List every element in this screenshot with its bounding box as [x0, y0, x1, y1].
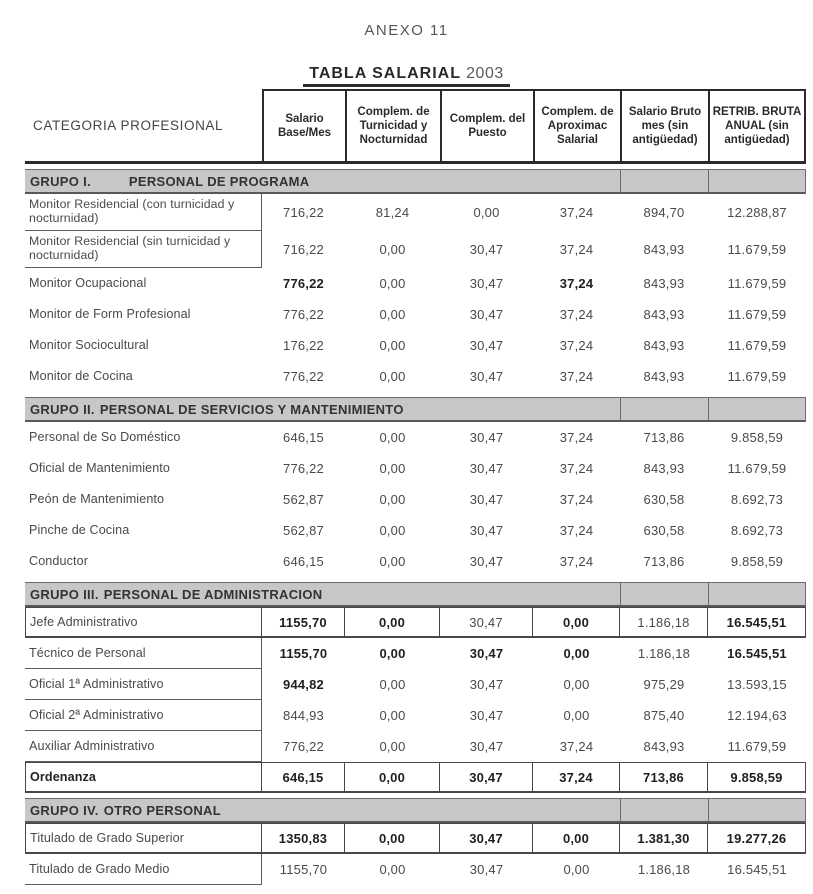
- category-cell: Monitor de Form Profesional: [29, 307, 191, 322]
- value-cell: 843,93: [643, 369, 685, 384]
- value-cell: 0,00: [563, 646, 590, 661]
- value-cell: 0,00: [379, 430, 406, 445]
- group-spacer-cell: [620, 798, 708, 823]
- value-cell: 894,70: [643, 205, 685, 220]
- value-cell: 30,47: [469, 369, 504, 384]
- value-cell: 0,00: [379, 307, 406, 322]
- value-cell: 0,00: [379, 276, 406, 291]
- category-cell: Pinche de Cocina: [29, 523, 130, 538]
- value-cell: 30,47: [469, 338, 504, 353]
- value-cell: 30,47: [469, 242, 504, 257]
- value-cell: 11.679,59: [727, 739, 787, 754]
- value-cell: 0,00: [379, 492, 406, 507]
- value-cell: 713,86: [620, 762, 708, 793]
- table-row: [25, 453, 806, 484]
- value-cell: 37,24: [559, 242, 594, 257]
- value-cell: 0,00: [379, 862, 406, 877]
- table-row: [25, 669, 806, 700]
- value-cell: 37,24: [559, 276, 594, 291]
- table-row: [25, 484, 806, 515]
- value-cell: 37,24: [559, 369, 594, 384]
- value-cell: 1.186,18: [620, 607, 708, 638]
- category-cell: Titulado de Grado Medio: [25, 854, 262, 885]
- category-cell: Técnico de Personal: [25, 638, 262, 669]
- value-cell: 1.381,30: [620, 823, 708, 854]
- group-row: [25, 798, 806, 823]
- table-year: 2003: [466, 65, 504, 82]
- value-cell: 12.194,63: [727, 708, 787, 723]
- salary-table: [25, 89, 806, 885]
- group-spacer-cell: [708, 582, 806, 607]
- group-title-cell: [25, 582, 620, 607]
- group-label: GRUPO IV.: [30, 802, 99, 818]
- value-cell: 776,22: [283, 369, 324, 384]
- group-spacer-cell: [708, 397, 806, 422]
- value-cell: 0,00: [563, 862, 590, 877]
- table-row: [25, 546, 806, 577]
- page-title: ANEXO 11: [364, 22, 449, 39]
- value-cell: 30,47: [440, 823, 533, 854]
- value-cell: 9.858,59: [730, 430, 784, 445]
- value-cell: 0,00: [379, 646, 406, 661]
- value-cell: 176,22: [283, 338, 324, 353]
- category-cell: Monitor Residencial (sin turnicidad y nocturnidad): [25, 231, 262, 268]
- group-title-cell: [25, 169, 620, 194]
- value-cell: 30,47: [440, 607, 533, 638]
- value-cell: 30,47: [469, 523, 504, 538]
- value-cell: 11.679,59: [727, 369, 787, 384]
- category-cell: Personal de So Doméstico: [29, 430, 181, 445]
- value-cell: 562,87: [283, 492, 324, 507]
- value-cell: 975,29: [643, 677, 685, 692]
- table-title-wrap: [0, 65, 813, 87]
- value-cell: 30,47: [469, 461, 504, 476]
- value-cell: 0,00: [533, 607, 620, 638]
- value-cell: 843,93: [643, 242, 685, 257]
- value-cell: 11.679,59: [727, 461, 787, 476]
- value-cell: 37,24: [559, 338, 594, 353]
- value-cell: 1.186,18: [637, 862, 691, 877]
- value-cell: 11.679,59: [727, 242, 787, 257]
- value-cell: 9.858,59: [708, 762, 806, 793]
- value-cell: 0,00: [379, 369, 406, 384]
- value-cell: 1350,83: [262, 823, 345, 854]
- table-title: [303, 65, 510, 87]
- table-row: [25, 731, 806, 762]
- value-cell: 630,58: [643, 523, 685, 538]
- value-cell: 843,93: [643, 338, 685, 353]
- group-row: [25, 397, 806, 422]
- value-cell: 11.679,59: [727, 307, 787, 322]
- value-cell: 30,47: [469, 307, 504, 322]
- category-cell: Peón de Mantenimiento: [29, 492, 165, 507]
- category-cell: Oficial de Mantenimiento: [29, 461, 170, 476]
- group-title: PERSONAL DE ADMINISTRACION: [103, 586, 323, 602]
- value-cell: 0,00: [379, 677, 406, 692]
- value-cell: 16.545,51: [727, 646, 787, 661]
- group-spacer-cell: [620, 169, 708, 194]
- value-cell: 19.277,26: [708, 823, 806, 854]
- value-cell: 0,00: [379, 739, 406, 754]
- category-cell: Oficial 2ª Administrativo: [25, 700, 262, 731]
- group-title: PERSONAL DE SERVICIOS Y MANTENIMIENTO: [99, 401, 404, 417]
- category-cell: Monitor Residencial (con turnicidad y nocturnidad): [25, 194, 262, 231]
- group-spacer-cell: [708, 169, 806, 194]
- value-cell: 776,22: [283, 739, 324, 754]
- value-cell: 8.692,73: [730, 523, 784, 538]
- group-label: GRUPO III.: [30, 586, 99, 602]
- group-row: [25, 582, 806, 607]
- value-cell: 37,24: [559, 205, 594, 220]
- group-row: [25, 169, 806, 194]
- table-row: [25, 231, 806, 268]
- table-row: [25, 268, 806, 299]
- value-cell: 0,00: [473, 205, 500, 220]
- table-row: [25, 515, 806, 546]
- value-cell: 562,87: [283, 523, 324, 538]
- value-cell: 37,24: [559, 739, 594, 754]
- value-cell: 30,47: [469, 492, 504, 507]
- value-cell: 37,24: [559, 461, 594, 476]
- value-cell: 843,93: [643, 461, 685, 476]
- value-cell: 0,00: [379, 461, 406, 476]
- column-header: Complem. de Aproximac Salarial: [533, 89, 620, 161]
- value-cell: 0,00: [379, 338, 406, 353]
- group-title: OTRO PERSONAL: [103, 802, 221, 818]
- value-cell: 844,93: [283, 708, 324, 723]
- table-row: [25, 607, 806, 638]
- value-cell: 30,47: [469, 708, 504, 723]
- value-cell: 30,47: [469, 862, 504, 877]
- value-cell: 30,47: [469, 430, 504, 445]
- category-cell: Conductor: [29, 554, 89, 569]
- group-title-cell: [25, 798, 620, 823]
- table-row: [25, 854, 806, 885]
- value-cell: 716,22: [283, 205, 324, 220]
- value-cell: 646,15: [262, 762, 345, 793]
- column-header: RETRIB. BRUTA ANUAL (sin antigüedad): [708, 89, 806, 161]
- value-cell: 0,00: [345, 762, 440, 793]
- column-header: Complem. del Puesto: [440, 89, 533, 161]
- table-row: [25, 299, 806, 330]
- value-cell: 0,00: [345, 607, 440, 638]
- value-cell: 0,00: [379, 554, 406, 569]
- category-header: CATEGORIA PROFESIONAL: [33, 117, 224, 133]
- group-spacer-cell: [708, 798, 806, 823]
- category-cell: Titulado de Grado Superior: [25, 823, 262, 854]
- table-row: [25, 700, 806, 731]
- value-cell: 37,24: [559, 523, 594, 538]
- category-cell: Ordenanza: [25, 762, 262, 793]
- value-cell: 0,00: [379, 242, 406, 257]
- category-cell: Monitor de Cocina: [29, 369, 133, 384]
- table-title-text: TABLA SALARIAL: [309, 65, 461, 82]
- value-cell: 1.186,18: [637, 646, 691, 661]
- group-label: GRUPO II.: [30, 401, 95, 417]
- value-cell: 8.692,73: [730, 492, 784, 507]
- value-cell: 776,22: [283, 307, 324, 322]
- category-cell: Jefe Administrativo: [25, 607, 262, 638]
- value-cell: 12.288,87: [727, 205, 787, 220]
- group-title-cell: [25, 397, 620, 422]
- value-cell: 1155,70: [262, 607, 345, 638]
- value-cell: 9.858,59: [730, 554, 784, 569]
- value-cell: 16.545,51: [708, 607, 806, 638]
- value-cell: 37,24: [559, 554, 594, 569]
- value-cell: 646,15: [283, 554, 324, 569]
- table-row: [25, 194, 806, 231]
- value-cell: 716,22: [283, 242, 324, 257]
- table-row: [25, 638, 806, 669]
- value-cell: 30,47: [469, 739, 504, 754]
- table-row: [25, 330, 806, 361]
- column-header: Salario Bruto mes (sin antigüedad): [620, 89, 708, 161]
- value-cell: 13.593,15: [727, 677, 787, 692]
- value-cell: 11.679,59: [727, 276, 787, 291]
- category-cell: Oficial 1ª Administrativo: [25, 669, 262, 700]
- value-cell: 0,00: [379, 708, 406, 723]
- value-cell: 0,00: [345, 823, 440, 854]
- value-cell: 37,24: [533, 762, 620, 793]
- table-row: [25, 422, 806, 453]
- group-spacer-cell: [620, 397, 708, 422]
- value-cell: 630,58: [643, 492, 685, 507]
- value-cell: 1155,70: [279, 862, 328, 877]
- table-row: [25, 762, 806, 793]
- value-cell: 0,00: [379, 523, 406, 538]
- value-cell: 713,86: [643, 430, 685, 445]
- value-cell: 30,47: [469, 276, 504, 291]
- value-cell: 843,93: [643, 276, 685, 291]
- value-cell: 875,40: [643, 708, 685, 723]
- value-cell: 81,24: [375, 205, 410, 220]
- value-cell: 30,47: [469, 646, 504, 661]
- value-cell: 944,82: [283, 677, 324, 692]
- table-row: [25, 361, 806, 392]
- group-title: PERSONAL DE PROGRAMA: [128, 173, 310, 189]
- value-cell: 646,15: [283, 430, 324, 445]
- value-cell: 37,24: [559, 492, 594, 507]
- value-cell: 30,47: [469, 677, 504, 692]
- value-cell: 0,00: [563, 677, 590, 692]
- column-header: Complem. de Turnicidad y Nocturnidad: [345, 89, 440, 161]
- value-cell: 1155,70: [279, 646, 328, 661]
- group-label: GRUPO I.: [30, 173, 91, 189]
- group-spacer-cell: [620, 582, 708, 607]
- value-cell: 30,47: [469, 554, 504, 569]
- category-cell: Auxiliar Administrativo: [25, 731, 262, 762]
- value-cell: 713,86: [643, 554, 685, 569]
- value-cell: 0,00: [563, 708, 590, 723]
- value-cell: 776,22: [283, 461, 324, 476]
- value-cell: 37,24: [559, 307, 594, 322]
- value-cell: 0,00: [533, 823, 620, 854]
- value-cell: 843,93: [643, 739, 685, 754]
- value-cell: 30,47: [440, 762, 533, 793]
- value-cell: 11.679,59: [727, 338, 787, 353]
- category-cell: Monitor Ocupacional: [29, 276, 147, 291]
- category-cell: Monitor Sociocultural: [29, 338, 149, 353]
- table-row: [25, 823, 806, 854]
- value-cell: 37,24: [559, 430, 594, 445]
- table-header-row: [25, 89, 806, 164]
- value-cell: 16.545,51: [727, 862, 787, 877]
- column-header: Salario Base/Mes: [262, 89, 345, 161]
- value-cell: 776,22: [283, 276, 324, 291]
- value-cell: 843,93: [643, 307, 685, 322]
